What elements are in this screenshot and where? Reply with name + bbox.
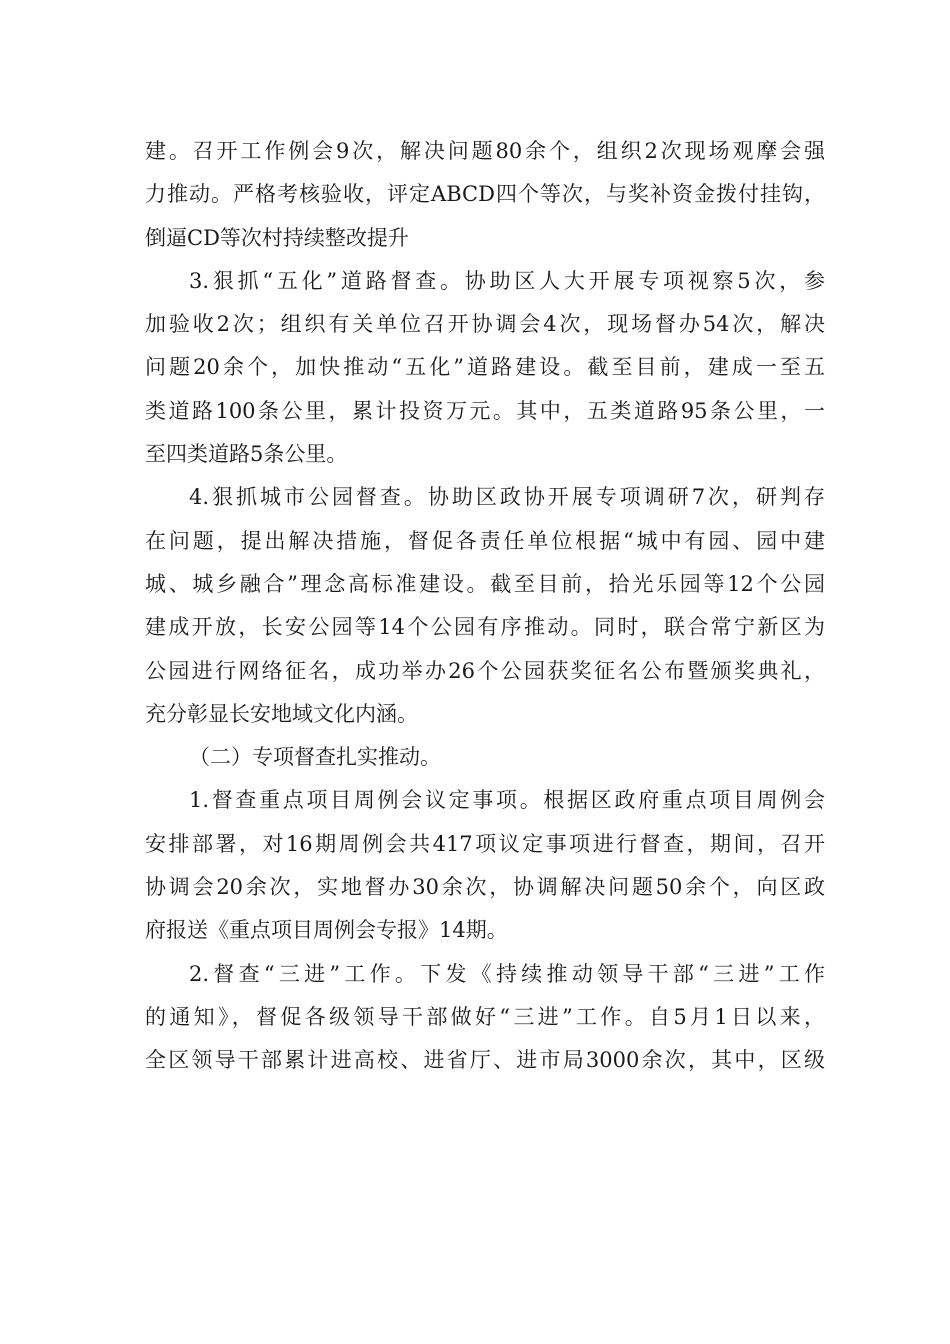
text-line: 的通知》，督促各级领导干部做好“三进”工作。自5月1日以来， [145, 1004, 825, 1029]
text-line: 3.狠抓“五化”道路督查。协助区人大开展专项视察5次，参 [189, 268, 825, 293]
text-line: 力推动。严格考核验收，评定ABCD四个等次，与奖补资金拨付挂钩， [145, 182, 825, 207]
text-line: 2.督查“三进”工作。下发《持续推动领导干部“三进”工作 [189, 961, 825, 986]
text-line: 全区领导干部累计进高校、进省厅、进市局3000余次，其中，区级 [145, 1048, 825, 1073]
text-line: 府报送《重点项目周例会专报》14期。 [145, 918, 508, 943]
text-line: 1.督查重点项目周例会议定事项。根据区政府重点项目周例会 [189, 788, 825, 813]
text-line: 至四类道路5条公里。 [145, 442, 348, 467]
text-line: 城、城乡融合”理念高标准建设。截至目前，拾光乐园等12个公园 [145, 571, 825, 596]
text-line: 在问题，提出解决措施，督促各责任单位根据“城中有园、园中建 [145, 528, 825, 553]
text-line: 安排部署，对16期周例会共417项议定事项进行督查，期间，召开 [145, 831, 825, 856]
text-line: 4.狠抓城市公园督查。协助区政协开展专项调研7次，研判存 [189, 485, 825, 510]
text-line: 协调会20余次，实地督办30余次，协调解决问题50余个，向区政 [145, 875, 825, 900]
text-line: 充分彰显长安地域文化内涵。 [145, 701, 418, 726]
body-text [145, 130, 825, 1083]
text-line: 加验收2次；组织有关单位召开协调会4次，现场督办54次，解决 [145, 312, 825, 337]
text-line: 建。召开工作例会9次，解决问题80余个，组织2次现场观摩会强 [145, 139, 825, 163]
text-line: 公园进行网络征名，成功举办26个公园获奖征名公布暨颁奖典礼， [145, 658, 825, 683]
text-line: （二）专项督查扎实推动。 [189, 745, 441, 770]
text-line: 问题20余个，加快推动“五化”道路建设。截至目前，建成一至五 [145, 355, 825, 380]
text-line: 建成开放，长安公园等14个公园有序推动。同时，联合常宁新区为 [145, 615, 825, 640]
text-line: 类道路100条公里，累计投资万元。其中，五类道路95条公里，一 [145, 398, 825, 423]
text-line: 倒逼CD等次村持续整改提升 [145, 225, 409, 250]
